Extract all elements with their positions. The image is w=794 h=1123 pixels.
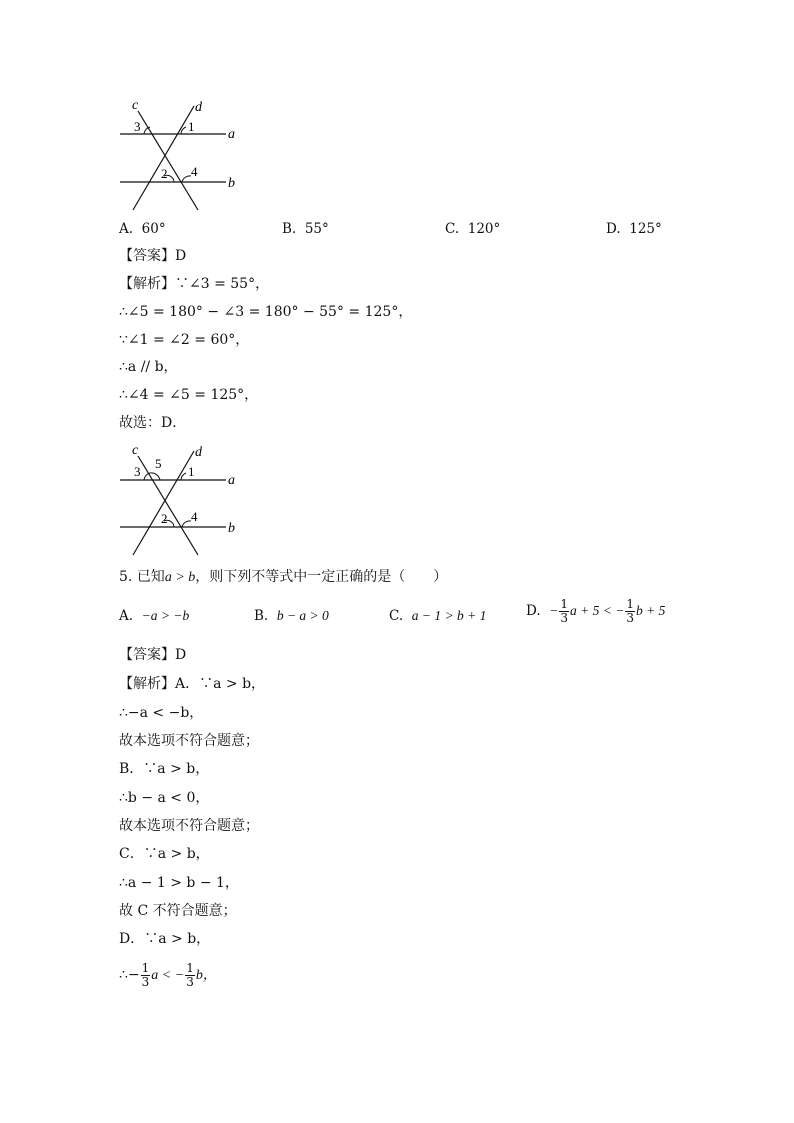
q5-option-a: A. −a > −b	[119, 608, 190, 624]
q5-stem: 5. 已知a > b，则下列不等式中一定正确的是（ ）	[119, 569, 448, 585]
figure-parallel-lines-2	[112, 441, 252, 559]
label-a: a	[228, 473, 235, 488]
q5-analysis-c2: ∴a − 1 > b − 1，	[119, 875, 239, 891]
q5-option-c: C. a − 1 > b + 1	[389, 608, 487, 624]
label-c: c	[132, 443, 139, 458]
q4-option-a: A. 60°	[119, 221, 166, 237]
q4-analysis-line-3: ∵∠1 = ∠2 = 60°，	[119, 332, 250, 348]
q4-answer: 【答案】D	[119, 248, 187, 264]
q5-analysis-b2: ∴b − a < 0，	[119, 790, 210, 806]
label-d: d	[195, 100, 202, 115]
q4-option-c: C. 120°	[445, 221, 501, 237]
label-b: b	[228, 521, 235, 536]
figure-parallel-lines-1	[112, 96, 252, 214]
label-d: d	[195, 445, 202, 460]
label-1: 1	[188, 464, 195, 479]
q5-analysis-a2: ∴−a < −b，	[119, 705, 204, 721]
q5-analysis-b1: B．∵a > b，	[119, 761, 210, 777]
label-5: 5	[155, 456, 162, 471]
q5-analysis-a3: 故本选项不符合题意；	[119, 733, 259, 749]
label-4: 4	[191, 509, 198, 524]
label-1: 1	[188, 119, 195, 134]
q5-option-b: B. b − a > 0	[254, 608, 329, 624]
q5-option-d: D. − $\frac{1}{3}$ a + 5 < − $\frac{1}{3}$ b + 5	[526, 597, 666, 625]
q4-analysis-line-2: ∴∠5 = 180° − ∠3 = 180° − 55° = 125°，	[119, 304, 413, 320]
q5-analysis-b3: 故本选项不符合题意；	[119, 818, 259, 834]
label-2: 2	[161, 511, 168, 526]
q4-analysis-line-6: 故选：D．	[119, 415, 187, 431]
q4-option-d: D. 125°	[606, 221, 662, 237]
q4-analysis-line-5: ∴∠4 = ∠5 = 125°，	[119, 387, 259, 403]
label-4: 4	[191, 164, 198, 179]
label-c: c	[132, 98, 139, 113]
label-2: 2	[161, 166, 168, 181]
q5-analysis-a1: 【解析】A．∵a > b，	[119, 676, 266, 692]
q5-analysis-d1: D．∵a > b，	[119, 931, 211, 947]
label-3: 3	[134, 119, 141, 134]
q4-analysis-line-4: ∴a // b，	[119, 359, 178, 375]
q4-analysis-line-1: 【解析】∵∠3 = 55°，	[119, 276, 270, 292]
label-3: 3	[134, 464, 141, 479]
q5-analysis-d2: ∴− $\frac{1}{3}$ a < − $\frac{1}{3}$ b，	[119, 960, 217, 989]
label-a: a	[228, 127, 235, 142]
label-b: b	[228, 176, 235, 191]
q4-option-b: B. 55°	[282, 221, 329, 237]
q5-analysis-c1: C．∵a > b，	[119, 846, 210, 862]
q5-analysis-c3: 故 C 不符合题意；	[119, 903, 237, 919]
q5-answer: 【答案】D	[119, 647, 187, 663]
